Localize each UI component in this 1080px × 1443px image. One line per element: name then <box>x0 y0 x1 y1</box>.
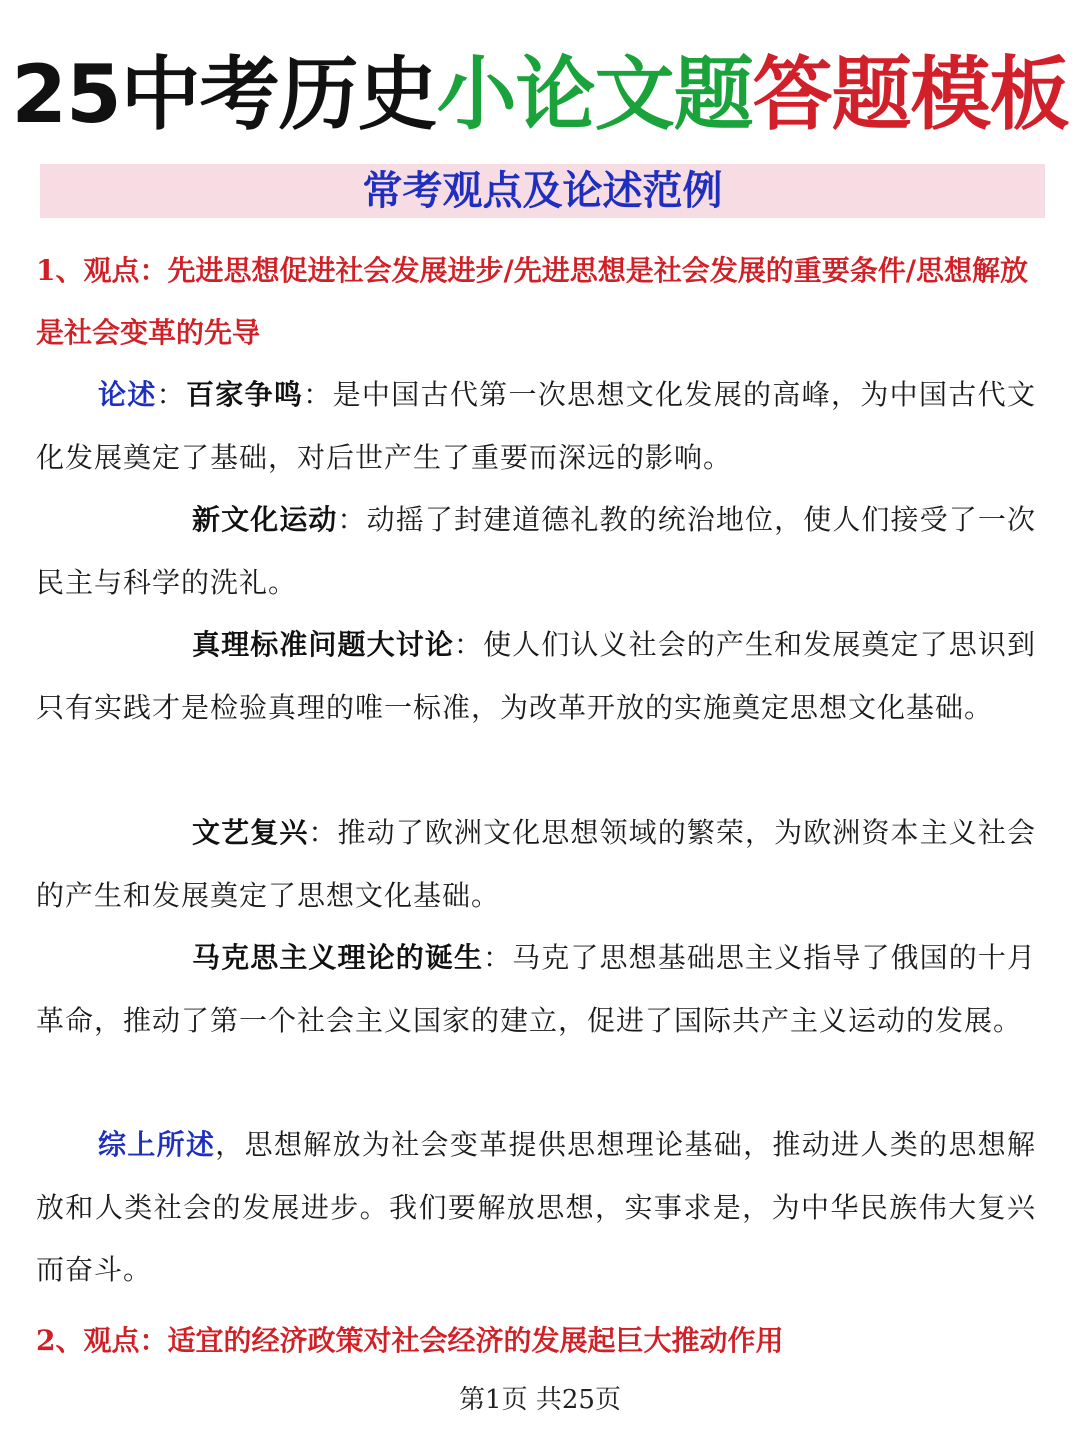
colon-sep: ： <box>308 816 338 849</box>
argument-text-4: 推动了欧洲文化思想领域的繁荣，为欧洲资本主义社会的产生和发展奠定了思想文化基础。 <box>36 816 1036 912</box>
title-part-2: 小论文题 <box>436 48 753 141</box>
colon-sep: ： <box>337 503 367 536</box>
argument-item-5 <box>36 927 1036 1052</box>
argument-term-4: 文艺复兴 <box>192 816 309 849</box>
subtitle-banner: 常考观点及论述范例 <box>40 164 1045 218</box>
argument-item-3 <box>36 614 1036 739</box>
argument-item-4 <box>36 802 1036 927</box>
argument-term-1: 百家争鸣 <box>185 378 304 411</box>
colon-sep: ： <box>303 378 333 411</box>
colon-sep: ： <box>156 378 186 411</box>
page-title <box>0 40 1080 150</box>
argument-item-1 <box>36 364 1036 489</box>
colon-sep: ： <box>483 941 513 974</box>
summary-text: ，思想解放为社会变革提供思想理论基础，推动进人类的思想解放和人类社会的发展进步。我们要解放思想，实事求是，为中华民族伟大复兴而奋斗。 <box>36 1128 1036 1286</box>
summary-paragraph <box>36 1114 1036 1302</box>
colon-sep: ： <box>453 628 484 661</box>
title-part-1: 25中考历史 <box>11 48 437 141</box>
argument-item-2 <box>36 489 1036 614</box>
argument-term-3: 真理标准问题大讨论 <box>192 628 454 661</box>
argument-text-2: 动摇了封建道德礼教的统治地位，使人们接受了一次民主与科学的洗礼。 <box>36 503 1036 599</box>
argument-text-3: 使人们认义社会的产生和发展奠定了思识到只有实践才是检验真理的唯一标准，为改革开放的实施奠定思想文化基础。 <box>36 628 1036 724</box>
section-1-heading: 1、观点：先进思想促进社会发展进步/先进思想是社会发展的重要条件/思想解放是社会变革的先导 <box>36 254 1028 349</box>
title-part-3: 答题模板 <box>752 48 1069 141</box>
argument-text-1: 是中国古代第一次思想文化发展的高峰，为中国古代文化发展奠定了基础，对后世产生了重要而深远的影响。 <box>36 378 1036 474</box>
argument-label: 论述 <box>98 378 157 411</box>
summary-label: 综上所述 <box>98 1128 216 1161</box>
section-2-heading: 2、观点：适宜的经济政策对社会经济的发展起巨大推动作用 <box>36 1324 784 1357</box>
page-number-footer: 第1页 共25页 <box>459 1385 621 1415</box>
argument-term-5: 马克思主义理论的诞生 <box>192 941 484 974</box>
argument-term-2: 新文化运动 <box>192 503 338 536</box>
argument-text-5: 马克了思想基础思主义指导了俄国的十月革命，推动了第一个社会主义国家的建立，促进了国际共产主义运动的发展。 <box>36 941 1036 1037</box>
